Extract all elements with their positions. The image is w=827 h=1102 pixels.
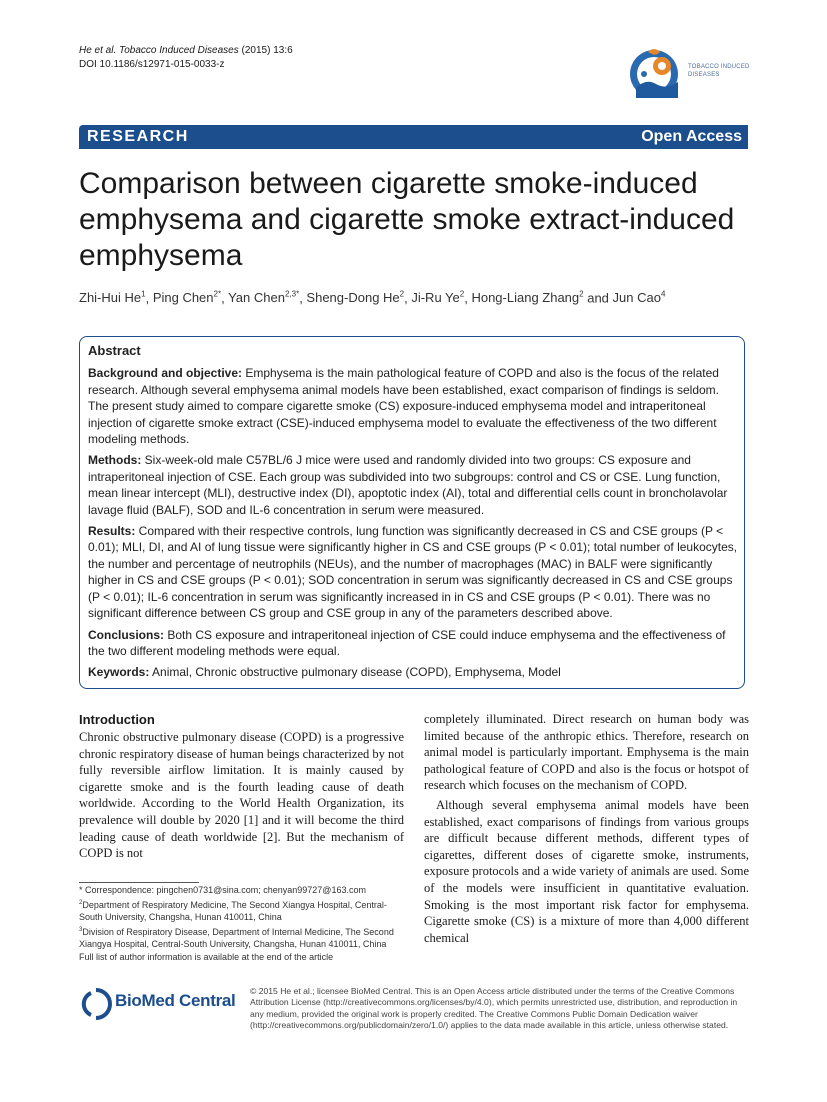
abstract-box xyxy=(79,336,745,689)
body-column-left xyxy=(79,711,404,862)
author[interactable]: Zhi-Hui He$^1$ xyxy=(79,290,146,306)
abstract-background: Background and objective: Emphysema is the main pathological feature of COPD and also is the focus of the related research. Although several emphysema animal models have been established, exact comparison of findings is seldom. The present study aimed to compare cigarette smoke (CS) exposure-induced emphysema model and intraperitoneal injection of cigarette smoke extract (CSE)-induced emphysema model to evaluate the effectiveness of the two different modeling methods. xyxy=(88,366,720,447)
abstract-results: Results: Compared with their respective controls, lung function was significantly decreased in CS and CSE groups (P < 0.01); MLI, DI, and AI of lung tissue were significantly higher in CS and CSE groups (P < 0.01); total number of leukocytes, the number and percentage of neutrophils (NEUs), and the number of macrophages (MAC) in BALF were significantly higher in CS and CSE groups (P < 0.01); SOD concentration in serum was significantly decreased in CS and CSE groups (P < 0.01); IL-6 concentration in serum was significantly increased in in CS and CSE groups (P < 0.01). There was no significant difference between CS group and CSE group in any of the parameters described above. xyxy=(88,524,738,621)
abstract-heading: Abstract xyxy=(88,343,141,358)
author-list: Zhi-Hui He$^1$, Ping Chen$^{2*}$, Yan Chen$^{2,3*}$, Sheng-Dong He$^2$, Ji-Ru Ye$^2$, Hong-Liang Zhang$^2$ and Jun Cao$^4$ xyxy=(79,290,666,306)
license-text: © 2015 He et al.; licensee BioMed Central. This is an Open Access article distributed under the terms of the Creative Commons Attribution License (http://creativecommons.org/licenses/by/4.0), which permits unrestricted use, distribution, and reproduction in any medium, provided the original work is properly credited. The Creative Commons Public Domain Dedication waiver (http://creativecommons.org/publicdomain/zero/1.0/) applies to the data made available in this article, unless otherwise stated. xyxy=(250,986,738,1031)
author[interactable]: Jun Cao$^4$ xyxy=(612,290,666,306)
correspondence[interactable]: * Correspondence: pingchen0731@sina.com; chenyan99727@163.com xyxy=(79,885,366,895)
journal-logo-icon xyxy=(626,44,682,100)
running-header xyxy=(79,44,293,72)
author[interactable]: Hong-Liang Zhang$^2$ xyxy=(471,290,584,306)
abstract-conclusions: Conclusions: Both CS exposure and intraperitoneal injection of CSE could induce emphysema and the effectiveness of the two different modeling methods were equal. xyxy=(88,627,726,658)
body-paragraph: Chronic obstructive pulmonary disease (COPD) is a progressive chronic respiratory disease of human beings characterized by not fully reversible airflow limitation. It is mainly caused by cigarette smoke and is the fourth leading cause of death worldwide. According to the World Health Organization, its prevalence will double by 2020 [1] and it will become the third leading cause of death worldwide [2]. But the mechanism of COPD is not xyxy=(79,730,404,861)
affiliation: $^2$Department of Respiratory Medicine, The Second Xiangya Hospital, Central-South University, Changsha, Hunan 410011, China xyxy=(79,899,387,922)
footnotes xyxy=(79,884,409,963)
biomed-central-logo-icon xyxy=(79,987,113,1021)
author[interactable]: Ping Chen$^{2*}$ xyxy=(152,290,222,306)
body-column-right xyxy=(424,711,749,946)
section-heading-introduction: Introduction xyxy=(79,712,155,727)
abstract-keywords: Keywords: Animal, Chronic obstructive pulmonary disease (COPD), Emphysema, Model xyxy=(88,665,561,680)
citation-line xyxy=(79,44,293,58)
abstract-methods: Methods: Six-week-old male C57BL/6 J mice were used and randomly divided into two groups: CS exposure and intraperitoneal injection of CSE. Each group was subdivided into two subgroups: control and CS or CSE. Lung function, mean linear intercept (MLI), destructive index (DI), apoptotic index (AI), total and differential cells count in broncholavolar lavage fluid (BALF), SOD and IL-6 concentration in serum were measured. xyxy=(88,453,728,517)
affiliation: $^3$Division of Respiratory Disease, Department of Internal Medicine, The Second Xiangya Hospital, Central-South University, Changsha, Hunan 410011, China xyxy=(79,926,394,949)
journal-year-volume: (2015) 13:6 xyxy=(238,45,293,56)
article-type-banner xyxy=(79,125,748,149)
journal-name: He et al. Tobacco Induced Diseases xyxy=(79,45,239,56)
article-title: Comparison between cigarette smoke-induced emphysema and cigarette smoke extract-induced emphysema xyxy=(79,167,735,272)
publisher-logo xyxy=(79,985,239,1025)
body-paragraph: Although several emphysema animal models have been established, exact comparisons of findings from various groups are difficult because different methods, different types of cigarettes, different doses of cigarette smoke, instruments, exposure protocols and a wide variety of animals are used. Some of the models were insufficient in quantitative evaluation. Smoking is the most important risk factor for emphysema. Cigarette smoke (CS) is a mixture of more than 4,000 different chemical xyxy=(424,797,749,945)
footnote-divider xyxy=(79,882,199,883)
body-paragraph: completely illuminated. Direct research on human body was limited because of the anthropic ethics. Therefore, research on animal model is particularly important. Emphysema is the main pathological feature of COPD and also is the focus or hotspot of research which focuses on the mechanism of COPD. xyxy=(424,712,749,793)
author[interactable]: Yan Chen$^{2,3*}$ xyxy=(228,290,300,306)
journal-logo-text: TOBACCO INDUCED DISEASES xyxy=(688,64,750,78)
open-access-label: Open Access xyxy=(641,128,742,145)
journal-logo xyxy=(626,44,756,100)
author[interactable]: Sheng-Dong He$^2$ xyxy=(306,290,405,306)
author-info-note: Full list of author information is available at the end of the article xyxy=(79,951,334,962)
article-type: RESEARCH xyxy=(87,128,189,145)
doi: DOI 10.1186/s12971-015-0033-z xyxy=(79,59,225,70)
publisher-name: BioMed Central xyxy=(115,991,236,1010)
author[interactable]: Ji-Ru Ye$^2$ xyxy=(411,290,465,306)
